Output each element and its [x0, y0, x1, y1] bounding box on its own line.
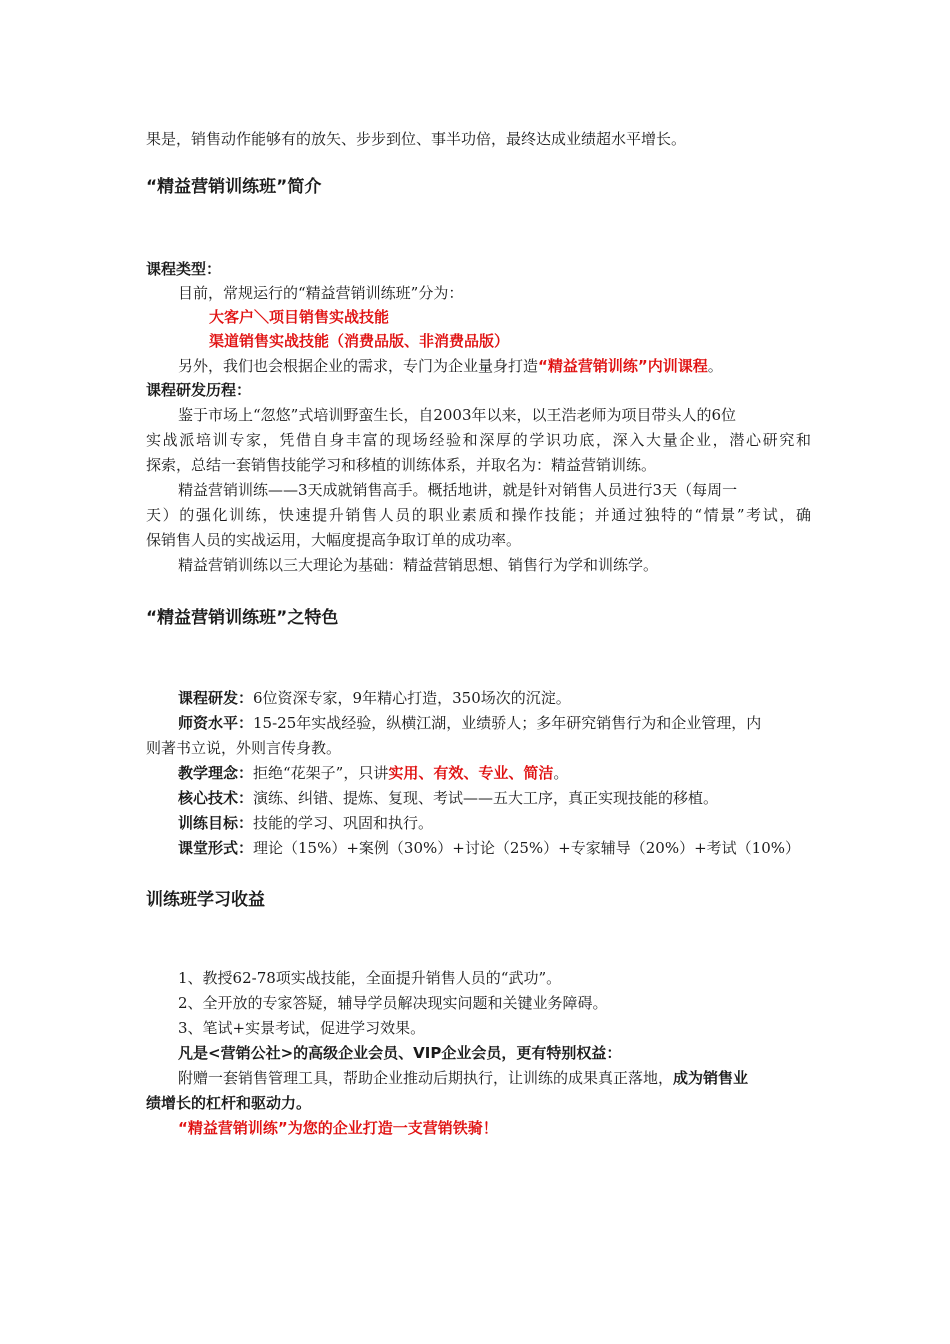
feature-row-technique [178, 787, 718, 809]
section2-heading: “精益营销训练班”之特色 [146, 608, 339, 628]
benefit-item-1: 1、教授62-78项实战技能，全面提升销售人员的“武功”。 [178, 969, 562, 987]
section3-heading: 训练班学习收益 [146, 890, 265, 910]
history-line-3: 探索，总结一套销售技能学习和移植的训练体系，并取名为：精益营销训练。 [146, 456, 657, 474]
feature-text-research: 6位资深专家，9年精心打造，350场次的沉淀。 [253, 689, 571, 707]
feature-row-research [178, 687, 571, 709]
gift-bold-cont: 绩增长的杠杆和驱动力。 [146, 1094, 312, 1112]
feature-row-format [178, 837, 800, 859]
course-type-intro: 目前，常规运行的“精益营销训练班”分为： [178, 284, 464, 302]
feature-text-format: 理论（15%）+案例（30%）+讨论（25%）+专家辅导（20%）+考试（10%） [253, 839, 800, 857]
benefit-item-3: 3、笔试+实景考试，促进学习效果。 [178, 1019, 426, 1037]
history-line-7: 精益营销训练以三大理论为基础：精益营销思想、销售行为学和训练学。 [178, 556, 659, 574]
feature-row-faculty [178, 712, 761, 734]
course-item-2: 渠道销售实战技能（消费品版、非消费品版） [209, 332, 510, 350]
feature-label-goal: 训练目标： [178, 814, 254, 832]
feature-label-format: 课堂形式： [178, 839, 254, 857]
feature-label-faculty: 师资水平： [178, 714, 254, 732]
feature-highlight-philosophy: 实用、有效、专业、简洁 [388, 764, 554, 782]
intro-tail-paragraph: 果是，销售动作能够有的放矢、步步到位、事半功倍，最终达成业绩超水平增长。 [146, 130, 687, 148]
history-line-5: 天）的强化训练，快速提升销售人员的职业素质和操作技能；并通过独特的“情景”考试，确 [146, 506, 811, 524]
feature-text-goal: 技能的学习、巩固和执行。 [253, 814, 434, 832]
course-item-1: 大客户＼项目销售实战技能 [209, 308, 390, 326]
feature-end-philosophy: 。 [553, 764, 569, 782]
inhouse-prefix: 另外，我们也会根据企业的需求，专门为企业量身打造 [178, 357, 539, 375]
history-line-4: 精益营销训练——3天成就销售高手。概括地讲，就是针对销售人员进行3天（每周一 [178, 481, 738, 499]
gift-text: 附赠一套销售管理工具，帮助企业推动后期执行，让训练的成果真正落地， [178, 1069, 674, 1087]
section1-heading: “精益营销训练班”简介 [146, 177, 322, 197]
feature-row-goal [178, 812, 433, 834]
benefit-item-2: 2、全开放的专家答疑，辅导学员解决现实问题和关键业务障碍。 [178, 994, 608, 1012]
feature-text-faculty: 15-25年实战经验，纵横江湖，业绩骄人；多年研究销售行为和企业管理，内 [253, 714, 762, 732]
feature-text-technique: 演练、纠错、提炼、复现、考试——五大工序，真正实现技能的移植。 [253, 789, 719, 807]
inhouse-highlight: “精益营销训练”内训课程 [538, 357, 708, 375]
feature-label-philosophy: 教学理念： [178, 764, 254, 782]
history-line-6: 保销售人员的实战运用，大幅度提高争取订单的成功率。 [146, 531, 522, 549]
history-label: 课程研发历程： [146, 381, 252, 399]
inhouse-paragraph [178, 355, 723, 377]
course-type-label: 课程类型： [146, 260, 222, 278]
feature-faculty-cont: 则著书立说，外则言传身教。 [146, 739, 342, 757]
gift-line [178, 1067, 748, 1089]
history-line-2: 实战派培训专家，凭借自身丰富的现场经验和深厚的学识功底，深入大量企业，潜心研究和 [146, 431, 811, 449]
feature-text-philosophy: 拒绝“花架子”，只讲 [253, 764, 389, 782]
slogan: “精益营销训练”为您的企业打造一支营销铁骑！ [178, 1119, 498, 1137]
feature-row-philosophy [178, 762, 568, 784]
gift-bold: 成为销售业 [673, 1069, 749, 1087]
history-line-1: 鉴于市场上“忽悠”式培训野蛮生长，自2003年以来，以王浩老师为项目带头人的6位 [178, 406, 737, 424]
member-privilege-line: 凡是<营销公社>的高级企业会员、VIP企业会员，更有特别权益： [178, 1044, 622, 1062]
feature-label-research: 课程研发： [178, 689, 254, 707]
feature-label-technique: 核心技术： [178, 789, 254, 807]
inhouse-suffix: 。 [707, 357, 723, 375]
